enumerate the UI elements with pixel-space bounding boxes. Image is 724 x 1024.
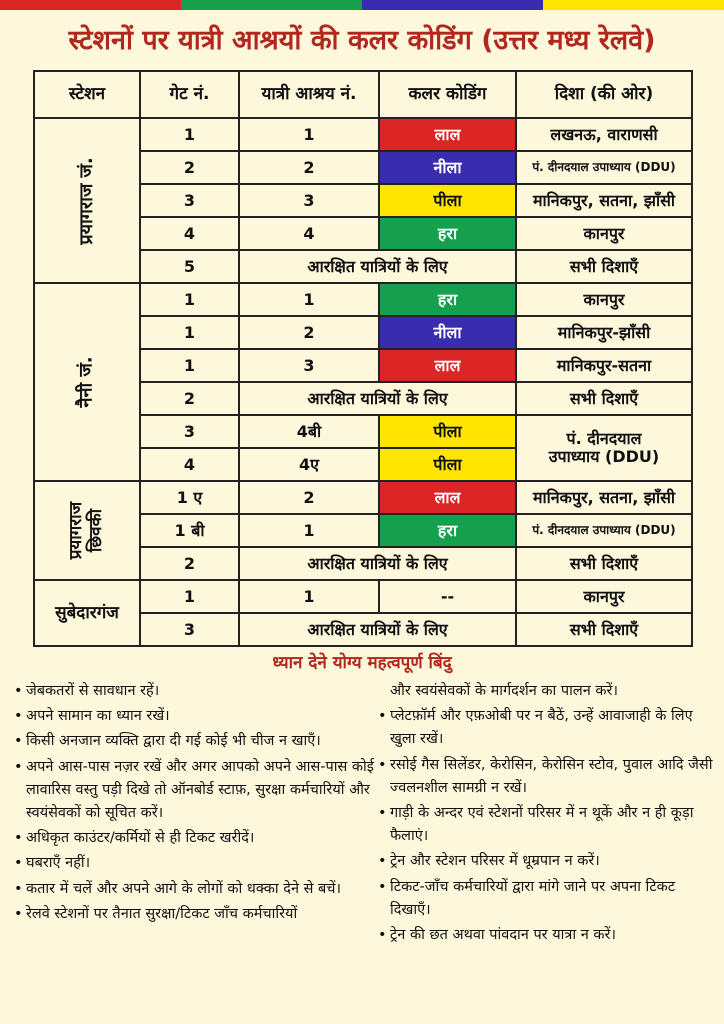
color-cell-green: हरा <box>379 217 516 250</box>
direction-cell: कानपुर <box>516 217 692 250</box>
shelter-cell: 3 <box>239 184 379 217</box>
station-naini <box>34 283 140 481</box>
direction-cell: पं. दीनदयाल उपाध्याय (DDU) <box>516 514 692 547</box>
color-cell-yellow: पीला <box>379 184 516 217</box>
gate-cell: 4 <box>140 448 239 481</box>
gate-cell: 1 <box>140 118 239 151</box>
direction-cell: सभी दिशाएँ <box>516 547 692 580</box>
list-item: • कतार में चलें और अपने आगे के लोगों को धक्का देने से बचें। <box>14 878 374 901</box>
direction-cell: पं. दीनदयाल उपाध्याय (DDU) <box>516 151 692 184</box>
direction-line: पं. दीनदयाल <box>566 429 642 449</box>
list-item: • ट्रेन और स्टेशन परिसर में धूम्रपान न करें। <box>378 850 714 873</box>
table-row <box>34 580 692 613</box>
gate-cell: 2 <box>140 547 239 580</box>
gate-cell: 1 <box>140 316 239 349</box>
list-item: • किसी अनजान व्यक्ति द्वारा दी गई कोई भी चीज न खाएँ। <box>14 730 374 753</box>
page-title: स्टेशनों पर यात्री आश्रयों की कलर कोडिंग (उत्तर मध्य रेलवे) <box>68 25 656 56</box>
table-row <box>34 118 692 151</box>
color-cell-red: लाल <box>379 481 516 514</box>
color-cell-red: लाल <box>379 118 516 151</box>
shelter-cell: 4 <box>239 217 379 250</box>
header-shelter: यात्री आश्रय नं. <box>239 71 379 118</box>
gate-cell: 1 बी <box>140 514 239 547</box>
reserved-cell: आरक्षित यात्रियों के लिए <box>239 250 516 283</box>
list-item: • टिकट-जाँच कर्मचारियों द्वारा मांगे जाने पर अपना टिकट दिखाएँ। <box>378 876 714 922</box>
table-row <box>34 481 692 514</box>
direction-cell: सभी दिशाएँ <box>516 250 692 283</box>
list-item: • जेबकतरों से सावधान रहें। <box>14 680 374 703</box>
gate-cell: 1 <box>140 580 239 613</box>
direction-cell: लखनऊ, वाराणसी <box>516 118 692 151</box>
header-station: स्टेशन <box>34 71 140 118</box>
shelter-cell: 4ए <box>239 448 379 481</box>
reserved-cell: आरक्षित यात्रियों के लिए <box>239 382 516 415</box>
list-item-continued: और स्वयंसेवकों के मार्गदर्शन का पालन करें। <box>390 683 618 699</box>
direction-cell: कानपुर <box>516 580 692 613</box>
shelter-cell: 1 <box>239 283 379 316</box>
shelter-cell: 4बी <box>239 415 379 448</box>
shelter-cell: 2 <box>239 151 379 184</box>
gate-cell: 1 <box>140 283 239 316</box>
notes-left-column <box>14 680 374 928</box>
table-row <box>34 283 692 316</box>
gate-cell: 4 <box>140 217 239 250</box>
list-item: • गाड़ी के अन्दर एवं स्टेशनों परिसर में न थूकें और न ही कूड़ा फैलाएं। <box>378 802 714 848</box>
gate-cell: 2 <box>140 382 239 415</box>
direction-cell: मानिकपुर, सतना, झाँसी <box>516 481 692 514</box>
list-item: • अधिकृत काउंटर/कर्मियों से ही टिकट खरीदें। <box>14 827 374 850</box>
gate-cell: 1 ए <box>140 481 239 514</box>
color-cell-blue: नीला <box>379 316 516 349</box>
top-stripe-yellow <box>543 0 724 10</box>
list-item: • प्लेटफ़ॉर्म और एफ़ओबी पर न बैठें, उन्हें आवाजाही के लिए खुला रखें। <box>378 705 714 751</box>
shelter-cell: 2 <box>239 481 379 514</box>
top-stripe-red <box>0 0 181 10</box>
color-cell-yellow: पीला <box>379 448 516 481</box>
station-cheoki <box>34 481 140 580</box>
direction-cell: मानिकपुर-झाँसी <box>516 316 692 349</box>
reserved-cell: आरक्षित यात्रियों के लिए <box>239 547 516 580</box>
color-cell-red: लाल <box>379 349 516 382</box>
station-naini-label: नैनी जं. <box>76 356 98 408</box>
color-cell-green: हरा <box>379 283 516 316</box>
shelter-cell: 1 <box>239 118 379 151</box>
list-item: • रेलवे स्टेशनों पर तैनात सुरक्षा/टिकट जाँच कर्मचारियों <box>14 903 374 926</box>
color-cell-green: हरा <box>379 514 516 547</box>
gate-cell: 2 <box>140 151 239 184</box>
station-subedarganj: सुबेदारगंज <box>34 580 140 646</box>
list-item: • अपने आस-पास नज़र रखें और अगर आपको अपने आस-पास कोई लावारिस वस्तु पड़ी दिखे तो ऑनबोर्ड स्टाफ़, सुरक्षा कर्मचारियों और स्वयंसेवकों को सूचित करें। <box>14 756 374 826</box>
shelter-cell: 1 <box>239 514 379 547</box>
station-cheoki-line1: प्रयागराज <box>66 501 87 560</box>
color-cell-none: -- <box>379 580 516 613</box>
notes-right-column <box>378 680 714 949</box>
shelter-cell: 2 <box>239 316 379 349</box>
color-cell-blue: नीला <box>379 151 516 184</box>
shelter-cell: 3 <box>239 349 379 382</box>
color-coding-table <box>33 70 693 647</box>
top-stripe-green <box>181 0 362 10</box>
header-gate: गेट नं. <box>140 71 239 118</box>
station-prayagraj <box>34 118 140 283</box>
station-cheoki-line2: छिवकी <box>85 508 106 553</box>
gate-cell: 5 <box>140 250 239 283</box>
direction-cell: सभी दिशाएँ <box>516 613 692 646</box>
list-item: • घबराएँ नहीं। <box>14 852 374 875</box>
list-item: • रसोई गैस सिलेंडर, केरोसिन, केरोसिन स्टोव, पुवाल आदि जैसी ज्वलनशील सामग्री न रखें। <box>378 754 714 800</box>
gate-cell: 1 <box>140 349 239 382</box>
direction-line: उपाध्याय (DDU) <box>548 447 660 466</box>
gate-cell: 3 <box>140 613 239 646</box>
table-header-row <box>34 71 692 118</box>
direction-cell: मानिकपुर, सतना, झाँसी <box>516 184 692 217</box>
direction-cell: कानपुर <box>516 283 692 316</box>
station-prayagraj-label: प्रयागराज जं. <box>76 156 98 245</box>
direction-cell-ddu <box>516 415 692 481</box>
gate-cell: 3 <box>140 184 239 217</box>
header-color-coding: कलर कोडिंग <box>379 71 516 118</box>
gate-cell: 3 <box>140 415 239 448</box>
station-cheoki-label <box>67 502 106 559</box>
color-cell-yellow: पीला <box>379 415 516 448</box>
reserved-cell: आरक्षित यात्रियों के लिए <box>239 613 516 646</box>
direction-cell: मानिकपुर-सतना <box>516 349 692 382</box>
top-stripe-blue <box>362 0 543 10</box>
direction-cell: सभी दिशाएँ <box>516 382 692 415</box>
shelter-cell: 1 <box>239 580 379 613</box>
notes-title: ध्यान देने योग्य महत्वपूर्ण बिंदु <box>272 653 452 673</box>
list-item: • ट्रेन की छत अथवा पांवदान पर यात्रा न करें। <box>378 924 714 947</box>
header-direction: दिशा (की ओर) <box>516 71 692 118</box>
list-item: • अपने सामान का ध्यान रखें। <box>14 705 374 728</box>
